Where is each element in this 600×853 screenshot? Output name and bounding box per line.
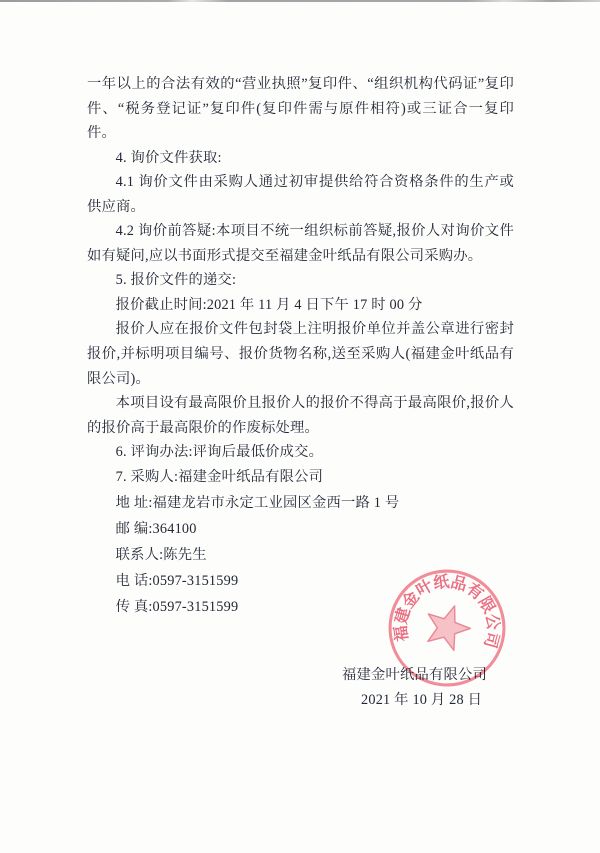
para-address: 地 址:福建龙岩市永定工业园区金西一路 1 号 xyxy=(115,494,400,511)
para-certificate-requirements: 一年以上的合法有效的“营业执照”复印件、“组织机构代码证”复印件、“税务登记证”复印件(复印件需与原件相符)或三证合一复印件。 xyxy=(87,76,514,142)
para-quote-deadline: 报价截止时间:2021 年 11 月 4 日下午 17 时 00 分 xyxy=(115,296,423,313)
para-fax: 传 真:0597-3151599 xyxy=(115,598,239,615)
para-section-4-1: 4.1 询价文件由采购人通过初审提供给符合资格条件的生产或供应商。 xyxy=(87,174,514,215)
document-body xyxy=(87,67,514,620)
para-postcode: 邮 编:364100 xyxy=(115,520,197,537)
para-section-6-evaluation: 6. 评询办法:评询后最低价成交。 xyxy=(115,444,324,461)
para-phone: 电 话:0597-3151599 xyxy=(115,572,239,589)
para-contact-person: 联系人:陈先生 xyxy=(115,546,207,563)
para-section-5-title: 5. 报价文件的递交: xyxy=(115,272,237,289)
signature-company-name: 福建金叶纸品有限公司 xyxy=(342,667,487,683)
seal-company-text: 福建金叶纸品有限公司 xyxy=(391,572,503,651)
signature-date: 2021 年 10 月 28 日 xyxy=(361,692,483,708)
para-submission-instructions: 报价人应在报价文件包封袋上注明报价单位并盖公章进行密封报价,并标明项目编号、报价货物名称,送至采购人(福建金叶纸品有限公司)。 xyxy=(87,321,514,387)
para-section-4-title: 4. 询价文件获取: xyxy=(115,149,222,166)
para-section-7-purchaser: 7. 采购人:福建金叶纸品有限公司 xyxy=(115,468,324,485)
para-price-cap-rule: 本项目设有最高限价且报价人的报价不得高于最高限价,报价人的报价高于最高限价的作废标处理。 xyxy=(87,395,514,436)
scan-edge-artifact xyxy=(0,0,600,2)
para-section-4-2: 4.2 询价前答疑:本项目不统一组织标前答疑,报价人对询价文件如有疑问,应以书面形式提交至福建金叶纸品有限公司采购办。 xyxy=(87,223,514,264)
